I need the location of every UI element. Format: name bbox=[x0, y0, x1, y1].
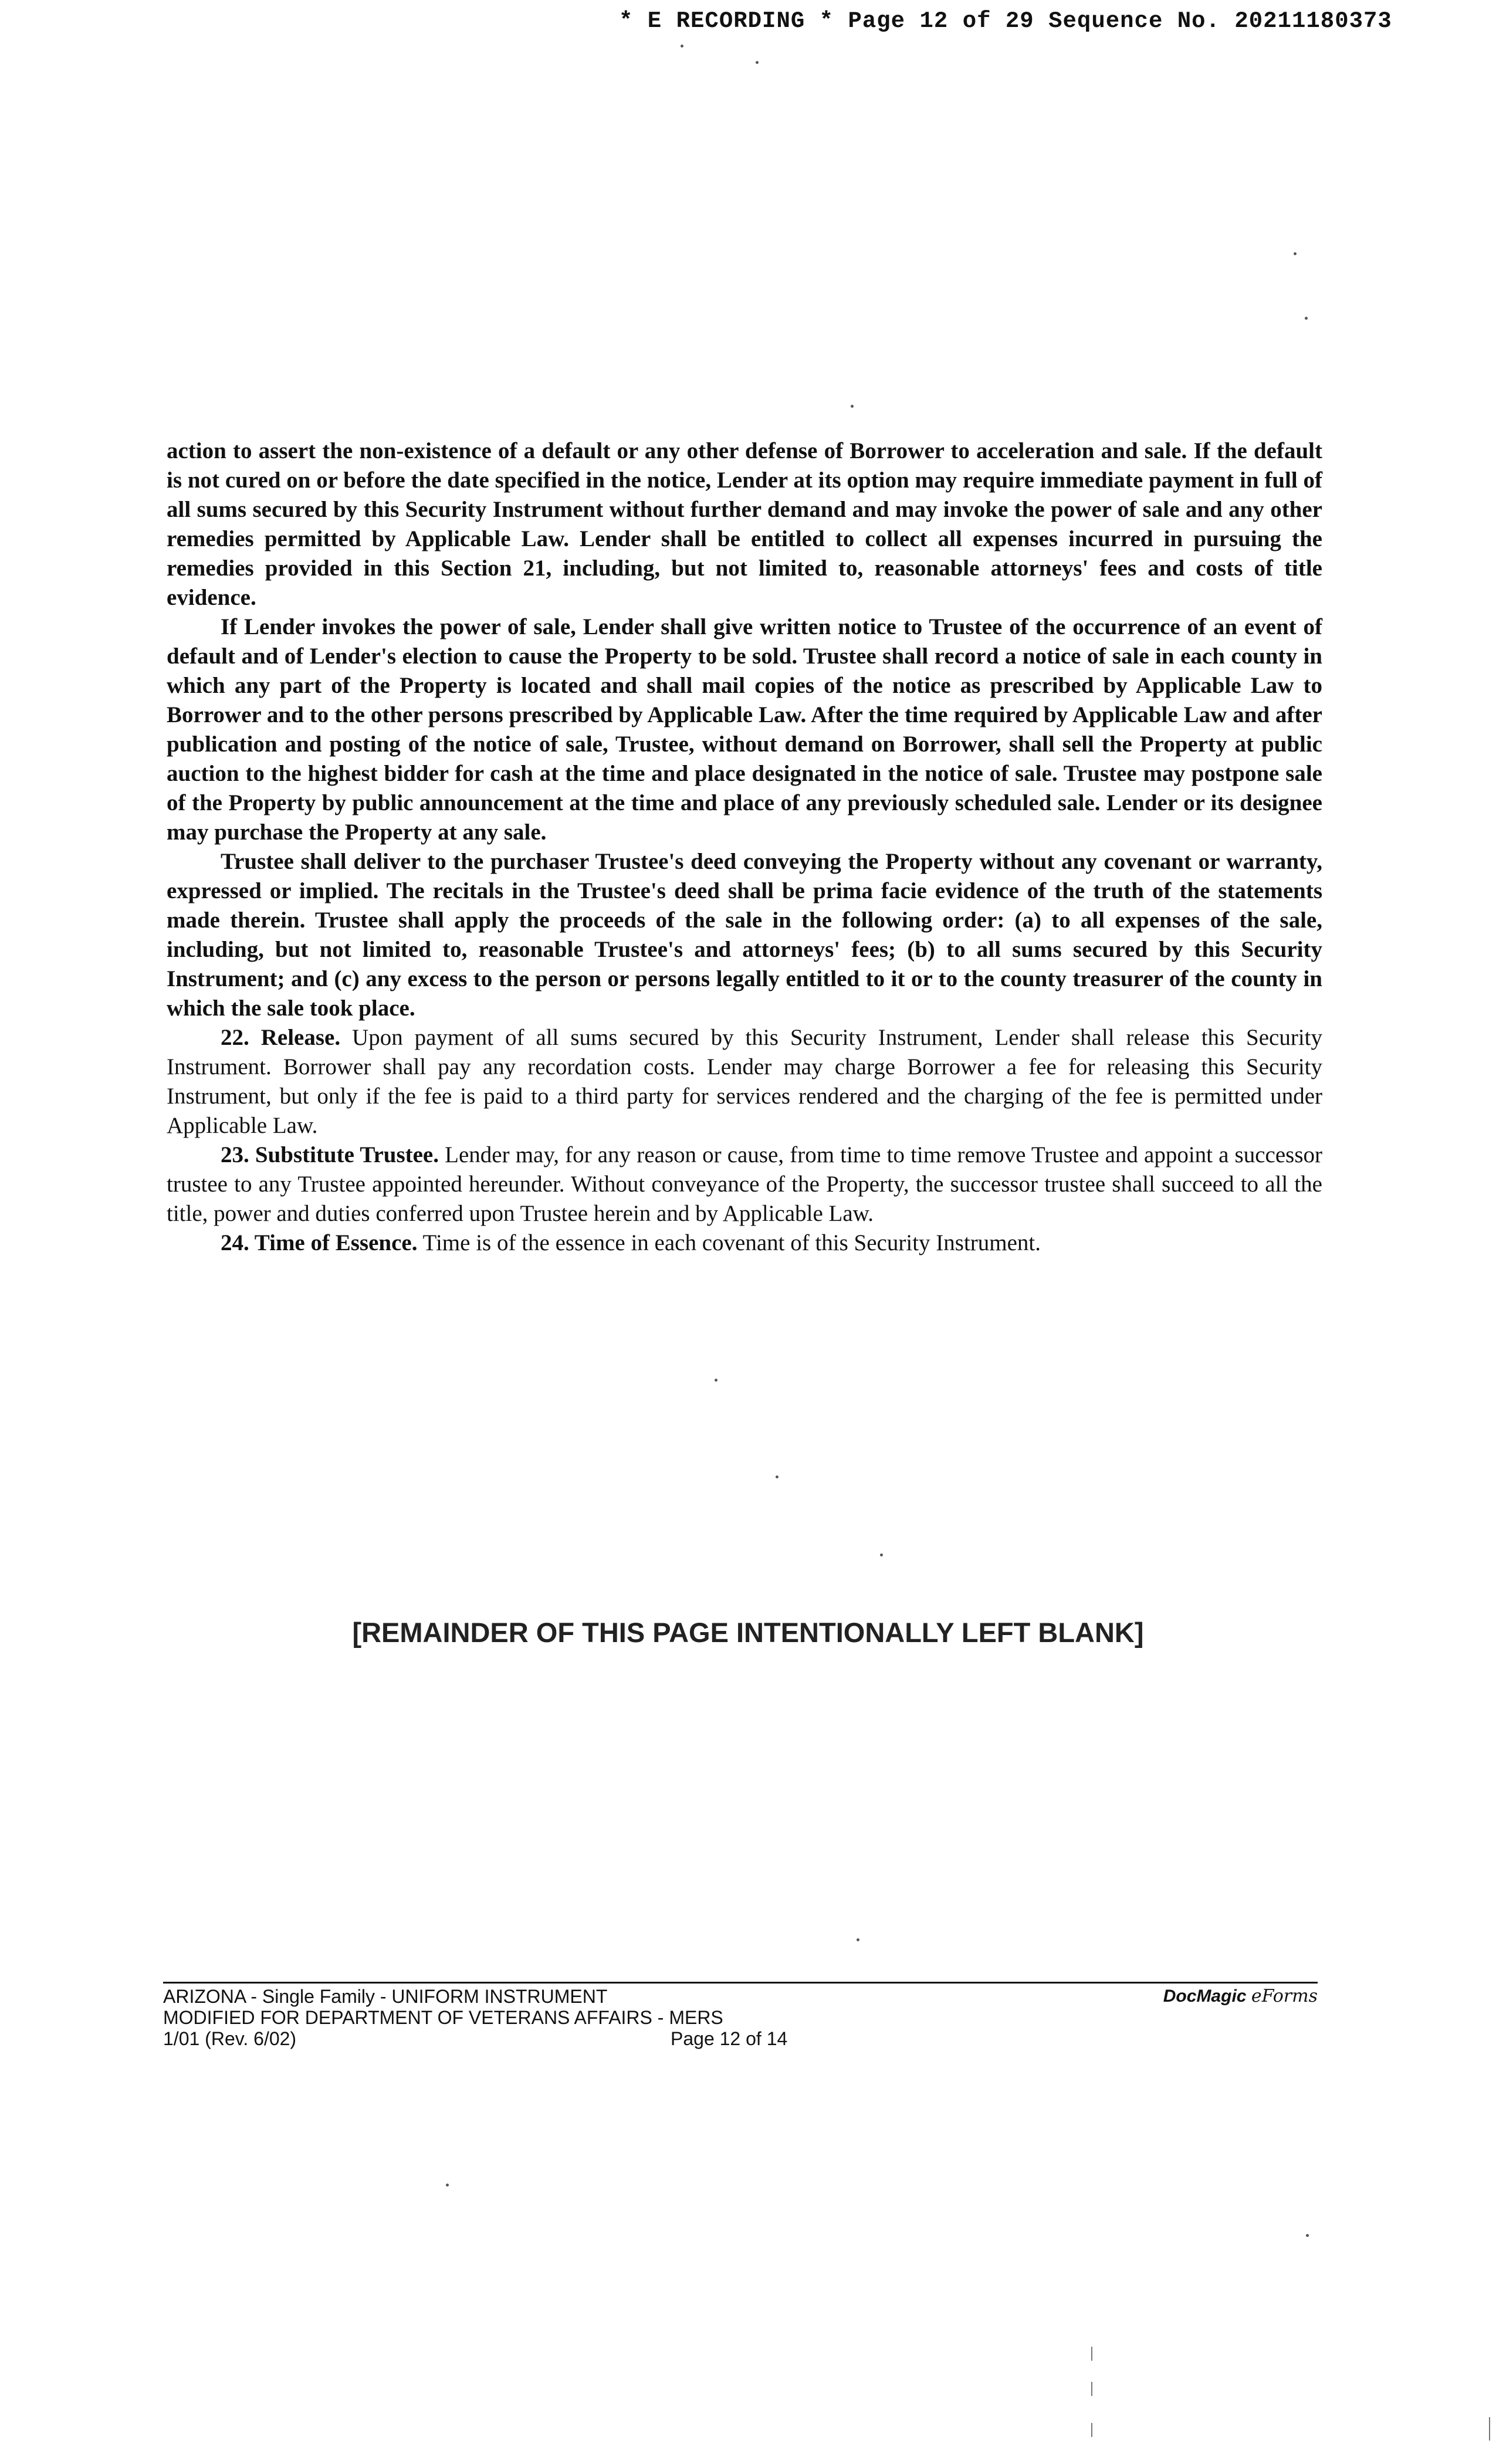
scan-speck bbox=[880, 1553, 883, 1556]
scan-speck bbox=[776, 1475, 779, 1478]
recording-header: * E RECORDING * Page 12 of 29 Sequence No. 20211180373 bbox=[619, 8, 1392, 34]
scan-speck bbox=[756, 61, 759, 64]
scan-speck bbox=[857, 1938, 859, 1941]
section-heading: 22. Release. bbox=[221, 1025, 341, 1050]
scan-mark bbox=[1489, 2417, 1490, 2441]
paragraph-power-of-sale: If Lender invokes the power of sale, Lender shall give written notice to Trustee of the occurrence of an event of default and of Lender's election to cause the Property to be sold. Trustee shall record a notice of sale in each county in which any part of the Property is located and shall mail copies of the notice as prescribed by Applicable Law to Borrower and to the other persons prescribed by Applicable Law. After the time required by Applicable Law and after publication and posting of the notice of sale, Trustee, without demand on Borrower, shall sell the Property at public auction to the highest bidder for cash at the time and place designated in the notice of sale. Trustee may postpone sale of the Property by public announcement at the time and place of any previously scheduled sale. Lender or its designee may purchase the Property at any sale. bbox=[167, 614, 1322, 845]
scan-speck bbox=[1294, 252, 1297, 255]
paragraph-section-21-continued: action to assert the non-existence of a default or any other defense of Borrower to acceleration and sale. If the default is not cured on or before the date specified in the notice, Lender at its option may require immediate payment in full of all sums secured by this Security Instrument without further demand and may invoke the power of sale and any other remedies permitted by Applicable Law. Lender shall be entitled to collect all expenses incurred in pursuing the remedies provided in this Section 21, including, but not limited to, reasonable attorneys' fees and costs of title evidence. bbox=[167, 438, 1322, 610]
footer-line-3 bbox=[163, 2028, 1318, 2049]
scan-mark bbox=[1091, 2347, 1092, 2361]
section-24-time-of-essence bbox=[167, 1228, 1322, 1258]
section-23-substitute-trustee bbox=[167, 1140, 1322, 1228]
scan-mark bbox=[1091, 2423, 1092, 2437]
scan-speck bbox=[446, 2184, 449, 2187]
section-text: Lender may, for any reason or cause, from time to time remove Trustee and appoint a successor trustee to any Trustee appointed hereunder. Without conveyance of the Property, the successor trustee shall succeed to all the title, power and duties conferred upon Trustee herein and by Applicable Law. bbox=[167, 1142, 1322, 1226]
scan-speck bbox=[1305, 317, 1308, 320]
blank-page-notice: [REMAINDER OF THIS PAGE INTENTIONALLY LEFT BLANK] bbox=[352, 1617, 1144, 1648]
section-text: Time is of the essence in each covenant of this Security Instrument. bbox=[422, 1230, 1041, 1255]
footer-line-2: MODIFIED FOR DEPARTMENT OF VETERANS AFFAIRS - MERS bbox=[163, 2007, 723, 2028]
page-number: Page 12 of 14 bbox=[671, 2028, 788, 2049]
section-heading: 24. Time of Essence. bbox=[221, 1230, 418, 1255]
document-footer bbox=[163, 1986, 1318, 2049]
footer-line-1 bbox=[163, 1986, 1318, 2007]
scan-mark bbox=[1091, 2382, 1092, 2396]
scan-speck bbox=[851, 405, 854, 408]
paragraph-trustee-deed: Trustee shall deliver to the purchaser Trustee's deed conveying the Property without any covenant or warranty, expressed or implied. The recitals in the Trustee's deed shall be prima facie evidence of the truth of the statements made therein. Trustee shall apply the proceeds of the sale in the following order: (a) to all expenses of the sale, including, but not limited to, reasonable Trustee's and attorneys' fees; (b) to all sums secured by this Security Instrument; and (c) any excess to the person or persons legally entitled to it or to the county treasurer of the county in which the sale took place. bbox=[167, 849, 1322, 1021]
section-text: Upon payment of all sums secured by this Security Instrument, Lender shall release this Security Instrument. Borrower shall pay any recordation costs. Lender may charge Borrower a fee for releasing this Security Instrument, but only if the fee is paid to a third party for services rendered and the charging of the fee is permitted under Applicable Law. bbox=[167, 1025, 1322, 1138]
footer-divider bbox=[163, 1982, 1318, 1984]
docmagic-logo: DocMagic eForms bbox=[1163, 1986, 1318, 2006]
form-revision: 1/01 (Rev. 6/02) bbox=[163, 2028, 297, 2049]
section-22-release bbox=[167, 1023, 1322, 1140]
form-title: ARIZONA - Single Family - UNIFORM INSTRUMENT bbox=[163, 1986, 608, 2007]
scan-speck bbox=[681, 45, 683, 48]
scan-speck bbox=[715, 1379, 717, 1382]
section-heading: 23. Substitute Trustee. bbox=[221, 1142, 439, 1167]
scan-speck bbox=[1306, 2234, 1309, 2237]
document-body bbox=[167, 436, 1322, 1258]
